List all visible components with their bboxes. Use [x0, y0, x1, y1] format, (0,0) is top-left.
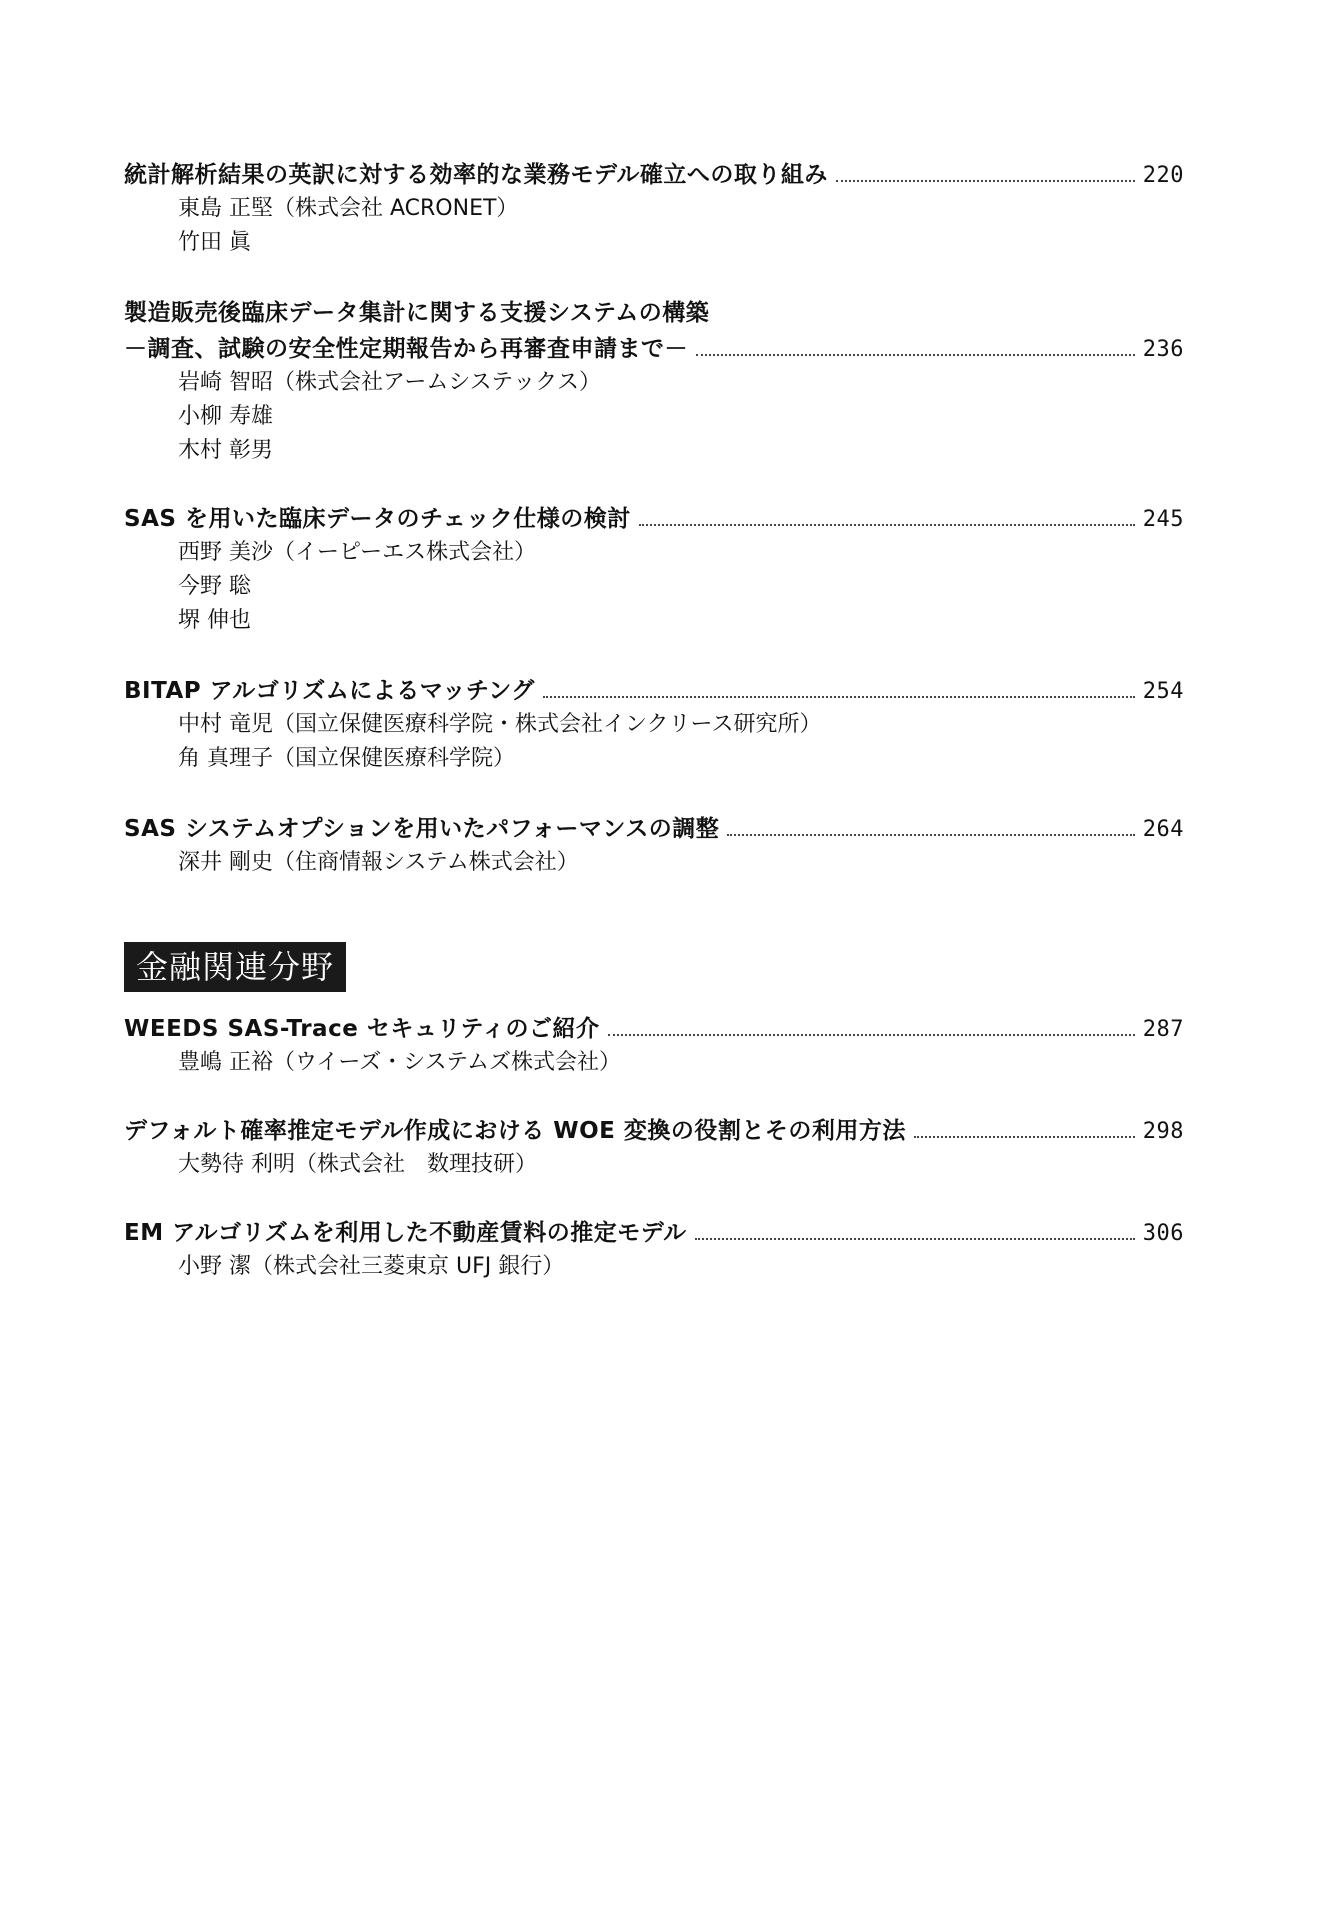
entry-author: 小野 潔（株式会社三菱東京 UFJ 銀行） — [178, 1254, 565, 1279]
entry-author: 中村 竜児（国立保健医療科学院・株式会社インクリース研究所） — [178, 712, 822, 737]
leader-dots — [914, 1136, 1135, 1138]
entry-author: 今野 聡 — [178, 574, 251, 599]
entry-author: 岩崎 智昭（株式会社アームシステックス） — [178, 370, 602, 395]
entry-author: 堺 伸也 — [178, 608, 251, 633]
toc-entry — [124, 1112, 1184, 1182]
entry-title-line — [124, 1010, 1184, 1046]
entry-title: WEEDS SAS-Trace セキュリティのご紹介 — [124, 1016, 600, 1042]
page-number: 220 — [1142, 163, 1184, 188]
entry-author: 豊嶋 正裕（ウイーズ・システムズ株式会社） — [178, 1050, 622, 1075]
entry-title: SAS を用いた臨床データのチェック仕様の検討 — [124, 506, 631, 532]
leader-dots — [695, 1238, 1135, 1240]
entry-author: 深井 剛史（住商情報システム株式会社） — [178, 850, 579, 875]
entry-title: EM アルゴリズムを利用した不動産賃料の推定モデル — [124, 1220, 687, 1246]
entry-author: 大勢待 利明（株式会社 数理技研） — [178, 1152, 537, 1177]
entry-author: 竹田 眞 — [178, 230, 251, 255]
toc-entry — [124, 294, 1184, 468]
toc-entry — [124, 156, 1184, 260]
leader-dots — [543, 696, 1135, 698]
page-number: 264 — [1142, 817, 1184, 842]
page-number: 236 — [1142, 337, 1184, 362]
entry-title: 統計解析結果の英訳に対する効率的な業務モデル確立への取り組み — [124, 162, 828, 188]
entry-title-line — [124, 156, 1184, 192]
entry-subtitle: －調査、試験の安全性定期報告から再審査申請まで－ — [124, 336, 688, 362]
leader-dots — [608, 1034, 1135, 1036]
page-number: 254 — [1142, 679, 1184, 704]
entry-author: 小柳 寿雄 — [178, 404, 273, 429]
toc-entry — [124, 1010, 1184, 1080]
leader-dots — [836, 180, 1135, 182]
entry-title: デフォルト確率推定モデル作成における WOE 変換の役割とその利用方法 — [124, 1118, 906, 1144]
section-heading: 金融関連分野 — [124, 942, 346, 992]
entry-title-line — [124, 330, 1184, 366]
entry-title-line — [124, 294, 1184, 330]
entry-title: BITAP アルゴリズムによるマッチング — [124, 678, 535, 704]
entry-title-line — [124, 500, 1184, 536]
leader-dots — [639, 524, 1135, 526]
page-number: 287 — [1142, 1017, 1184, 1042]
toc-entry — [124, 672, 1184, 776]
page-number: 306 — [1142, 1221, 1184, 1246]
entry-author: 西野 美沙（イーピーエス株式会社） — [178, 540, 537, 565]
entry-author: 角 真理子（国立保健医療科学院） — [178, 746, 515, 771]
entry-title: SAS システムオプションを用いたパフォーマンスの調整 — [124, 816, 720, 842]
leader-dots — [727, 834, 1135, 836]
page-number: 298 — [1142, 1119, 1184, 1144]
toc-entry — [124, 1214, 1184, 1284]
toc-entry — [124, 810, 1184, 880]
entry-title: 製造販売後臨床データ集計に関する支援システムの構築 — [124, 300, 710, 326]
entry-title-line — [124, 1112, 1184, 1148]
entry-author: 木村 彰男 — [178, 438, 273, 463]
entry-title-line — [124, 810, 1184, 846]
entry-title-line — [124, 672, 1184, 708]
page-number: 245 — [1142, 507, 1184, 532]
entry-author: 東島 正堅（株式会社 ACRONET） — [178, 196, 519, 221]
leader-dots — [696, 354, 1135, 356]
toc-entry — [124, 500, 1184, 638]
entry-title-line — [124, 1214, 1184, 1250]
